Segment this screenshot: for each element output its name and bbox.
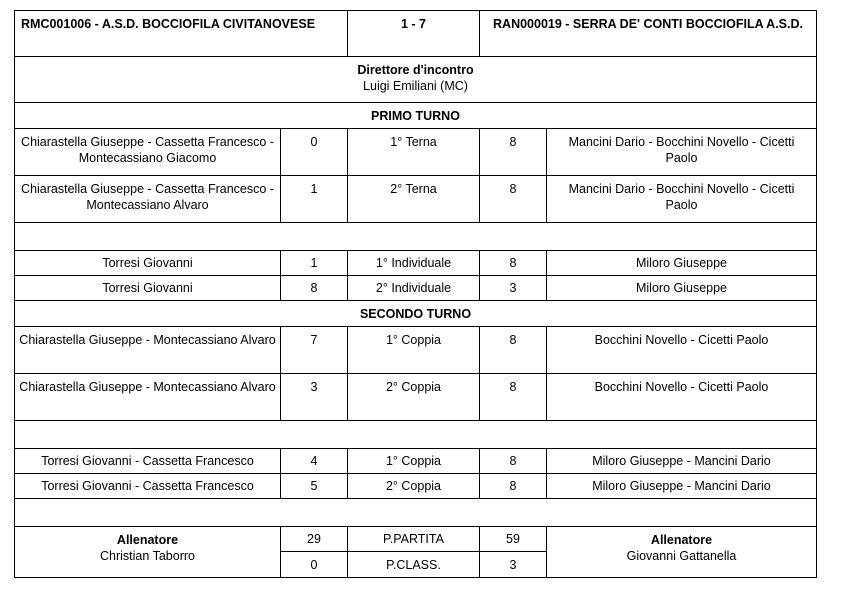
- home-points-class: 0: [281, 552, 348, 578]
- section-row-secondo-turno: [15, 301, 817, 327]
- away-score: 8: [480, 176, 547, 223]
- away-points-class: 3: [480, 552, 547, 578]
- section-title-secondo-turno: SECONDO TURNO: [15, 301, 817, 327]
- header-row: [15, 11, 817, 57]
- spacer-row: [15, 499, 817, 527]
- section-row-primo-turno: [15, 103, 817, 129]
- away-players: Mancini Dario - Bocchini Novello - Cicetti Paolo: [547, 129, 817, 176]
- match-row: [15, 327, 817, 374]
- match-row: [15, 276, 817, 301]
- away-score: 8: [480, 449, 547, 474]
- home-team-name: RMC001006 - A.S.D. BOCCIOFILA CIVITANOVESE: [15, 11, 348, 57]
- match-report-table: [14, 10, 817, 578]
- away-score: 8: [480, 474, 547, 499]
- match-row: [15, 176, 817, 223]
- away-players: Mancini Dario - Bocchini Novello - Cicetti Paolo: [547, 176, 817, 223]
- home-score: 5: [281, 474, 348, 499]
- away-players: Miloro Giuseppe - Mancini Dario: [547, 474, 817, 499]
- home-points-partita: 29: [281, 527, 348, 552]
- away-team-name: RAN000019 - SERRA DE' CONTI BOCCIOFILA A.S.D.: [480, 11, 817, 57]
- away-coach-name: Giovanni Gattanella: [626, 549, 737, 563]
- home-score: 3: [281, 374, 348, 421]
- section-title-primo-turno: PRIMO TURNO: [15, 103, 817, 129]
- home-players: Chiarastella Giuseppe - Cassetta Francesco - Montecassiano Giacomo: [15, 129, 281, 176]
- match-row: [15, 449, 817, 474]
- home-players: Chiarastella Giuseppe - Montecassiano Alvaro: [15, 327, 281, 374]
- director-name: Luigi Emiliani (MC): [363, 79, 468, 93]
- home-score: 0: [281, 129, 348, 176]
- director-cell: [15, 57, 817, 103]
- home-score: 7: [281, 327, 348, 374]
- away-score: 3: [480, 276, 547, 301]
- away-players: Bocchini Novello - Cicetti Paolo: [547, 327, 817, 374]
- home-players: Torresi Giovanni - Cassetta Francesco: [15, 449, 281, 474]
- match-row: [15, 129, 817, 176]
- director-row: [15, 57, 817, 103]
- away-score: 8: [480, 327, 547, 374]
- game-label: 1° Coppia: [348, 327, 480, 374]
- game-label: 1° Individuale: [348, 251, 480, 276]
- home-players: Chiarastella Giuseppe - Cassetta Francesco - Montecassiano Alvaro: [15, 176, 281, 223]
- home-score: 1: [281, 176, 348, 223]
- home-score: 4: [281, 449, 348, 474]
- home-players: Torresi Giovanni: [15, 251, 281, 276]
- spacer-cell: [15, 223, 817, 251]
- away-coach-label: Allenatore: [650, 533, 713, 547]
- home-players: Torresi Giovanni - Cassetta Francesco: [15, 474, 281, 499]
- away-players: Bocchini Novello - Cicetti Paolo: [547, 374, 817, 421]
- match-row: [15, 474, 817, 499]
- footer-row-partita: [15, 527, 817, 552]
- director-label: Direttore d'incontro: [357, 63, 474, 77]
- game-label: 2° Coppia: [348, 474, 480, 499]
- home-coach-label: Allenatore: [116, 533, 179, 547]
- spacer-row: [15, 421, 817, 449]
- match-score: 1 - 7: [348, 11, 480, 57]
- home-players: Chiarastella Giuseppe - Montecassiano Alvaro: [15, 374, 281, 421]
- game-label: 2° Individuale: [348, 276, 480, 301]
- home-coach-name: Christian Taborro: [100, 549, 195, 563]
- home-score: 1: [281, 251, 348, 276]
- away-score: 8: [480, 129, 547, 176]
- away-score: 8: [480, 374, 547, 421]
- points-partita-label: P.PARTITA: [348, 527, 480, 552]
- spacer-row: [15, 223, 817, 251]
- game-label: 1° Terna: [348, 129, 480, 176]
- game-label: 2° Terna: [348, 176, 480, 223]
- game-label: 1° Coppia: [348, 449, 480, 474]
- match-row: [15, 374, 817, 421]
- spacer-cell: [15, 499, 817, 527]
- away-players: Miloro Giuseppe - Mancini Dario: [547, 449, 817, 474]
- match-row: [15, 251, 817, 276]
- away-points-partita: 59: [480, 527, 547, 552]
- away-players: Miloro Giuseppe: [547, 251, 817, 276]
- away-players: Miloro Giuseppe: [547, 276, 817, 301]
- home-players: Torresi Giovanni: [15, 276, 281, 301]
- away-coach-cell: [547, 527, 817, 578]
- away-score: 8: [480, 251, 547, 276]
- game-label: 2° Coppia: [348, 374, 480, 421]
- points-class-label: P.CLASS.: [348, 552, 480, 578]
- home-coach-cell: [15, 527, 281, 578]
- spacer-cell: [15, 421, 817, 449]
- home-score: 8: [281, 276, 348, 301]
